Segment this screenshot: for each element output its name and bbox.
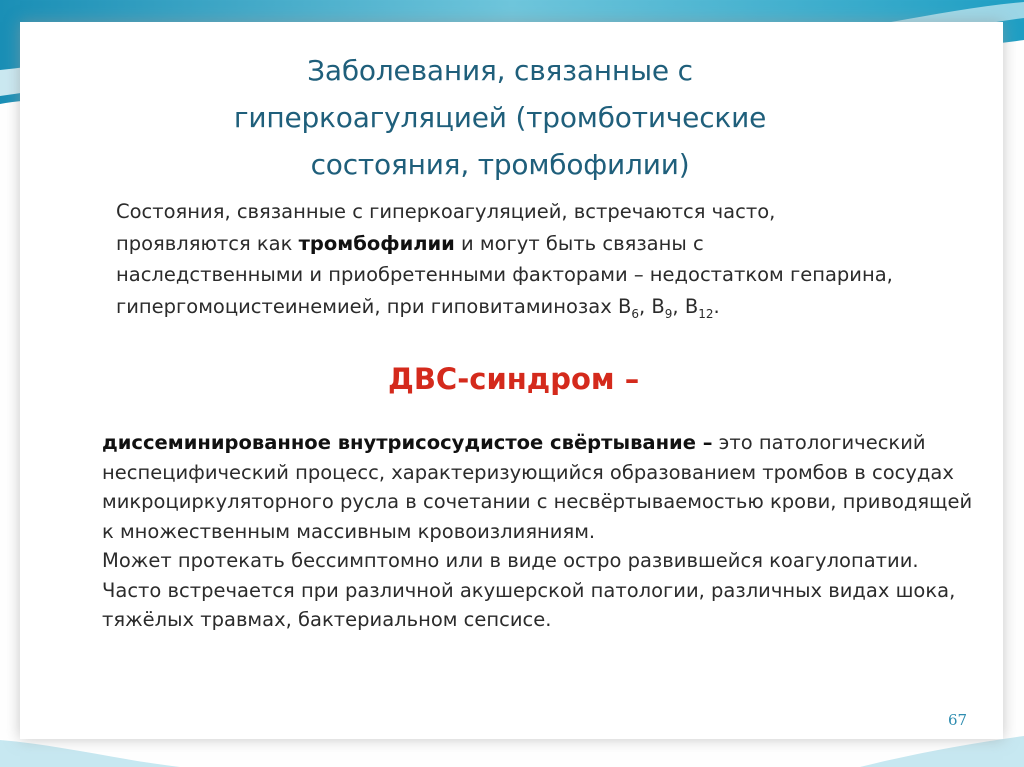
dvs-syndrome-heading: ДВС-синдром – bbox=[388, 362, 640, 396]
vitamin-b6: $B_6$, bbox=[617, 294, 652, 321]
definition-block bbox=[102, 428, 982, 635]
definition-bold-term: диссеминированное внутрисосудистое свёртывание – bbox=[102, 431, 713, 454]
title-line-3: состояния, тромбофилии) bbox=[310, 148, 690, 181]
definition-text: это патологический неспецифический процесс, характеризующийся образованием тромбов в сосудах микроциркуляторного русла в сочетании с несвёртываемостью крови, приводящей к множественным массивным кровоизлияниям. bbox=[102, 431, 973, 543]
title-line-1: Заболевания, связанные с bbox=[307, 54, 693, 87]
intro-paragraph bbox=[116, 196, 896, 322]
slide-title bbox=[150, 47, 850, 188]
definition-course-text: Может протекать бессимптомно или в виде остро развившейся коагулопатии. Часто встречается при различной акушерской патологии, различных видах шока, тяжёлых травмах, бактериальном сепсисе. bbox=[102, 549, 956, 631]
intro-bold-term: тромбофилии bbox=[298, 231, 455, 255]
vitamin-b12: $B_{12}$. bbox=[684, 294, 720, 321]
wave-bottom-right bbox=[860, 736, 1024, 767]
vitamin-b9: $B_9$, bbox=[651, 294, 685, 321]
intro-text-part2: и могут быть связаны с наследственными и приобретенными факторами – недостатком гепарина, гипергомоцистеинемией, при гиповитаминозах bbox=[116, 231, 893, 318]
page-number: 67 bbox=[948, 711, 968, 729]
wave-bottom-left bbox=[0, 740, 180, 767]
title-line-2: гиперкоагуляцией (тромботические bbox=[233, 101, 767, 134]
intro-text-part1: Состояния, связанные с гиперкоагуляцией, встречаются часто, проявляются как bbox=[116, 200, 776, 255]
